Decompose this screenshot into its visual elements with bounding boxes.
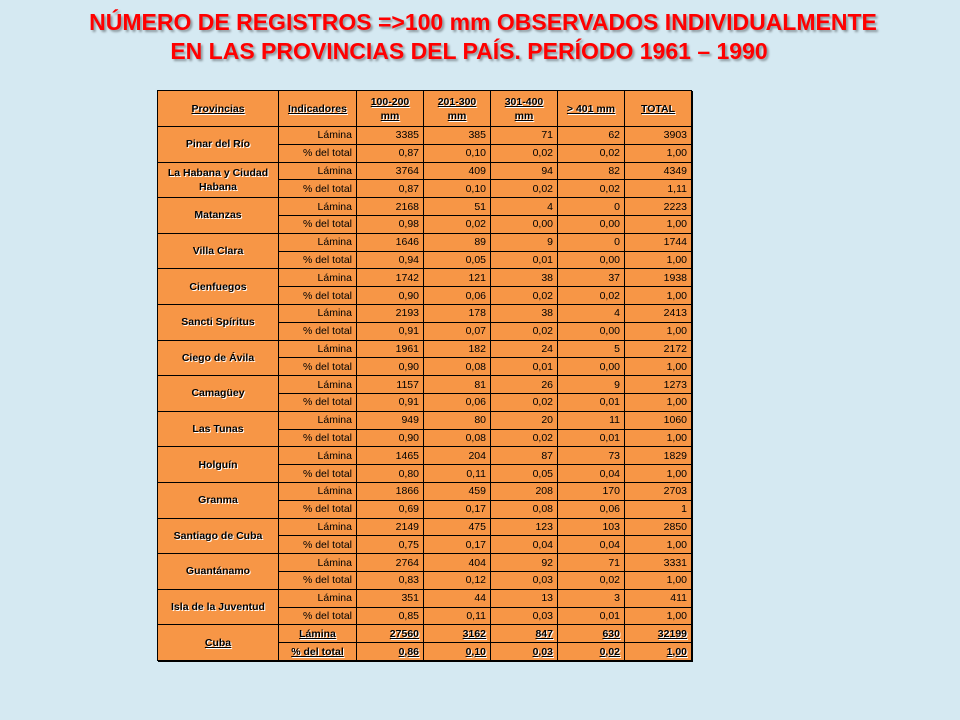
value-cell: 2850 (625, 518, 692, 536)
value-cell: 1,00 (625, 643, 692, 661)
value-cell: 80 (424, 411, 491, 429)
value-cell: 89 (424, 233, 491, 251)
value-cell: 0,10 (424, 144, 491, 162)
value-cell: 26 (491, 376, 558, 394)
value-cell: 5 (558, 340, 625, 358)
value-cell: 0,02 (491, 429, 558, 447)
value-cell: 20 (491, 411, 558, 429)
value-cell: 0,87 (357, 144, 424, 162)
value-cell: 87 (491, 447, 558, 465)
table-row (158, 127, 692, 145)
value-cell: 949 (357, 411, 424, 429)
header-401-plus: > 401 mm (558, 91, 625, 127)
value-cell: 0,91 (357, 393, 424, 411)
value-cell: 0,01 (491, 251, 558, 269)
province-name: Camagüey (158, 376, 279, 412)
value-cell: 38 (491, 304, 558, 322)
indicator-cell: Lámina (279, 411, 357, 429)
province-name: Santiago de Cuba (158, 518, 279, 554)
province-name: Pinar del Río (158, 127, 279, 163)
table-row (158, 554, 692, 572)
value-cell: 1646 (357, 233, 424, 251)
value-cell: 1,11 (625, 180, 692, 198)
indicator-cell: % del total (279, 144, 357, 162)
value-cell: 1,00 (625, 429, 692, 447)
value-cell: 1,00 (625, 536, 692, 554)
province-name: La Habana y Ciudad Habana (158, 162, 279, 198)
value-cell: 3331 (625, 554, 692, 572)
header-provincias: Provincias (158, 91, 279, 127)
value-cell: 1157 (357, 376, 424, 394)
value-cell: 1,00 (625, 322, 692, 340)
header-301-400: 301-400 mm (491, 91, 558, 127)
value-cell: 1060 (625, 411, 692, 429)
indicator-cell: Lámina (279, 625, 357, 643)
value-cell: 71 (491, 127, 558, 145)
indicator-cell: Lámina (279, 269, 357, 287)
value-cell: 2413 (625, 304, 692, 322)
indicator-cell: % del total (279, 358, 357, 376)
value-cell: 32199 (625, 625, 692, 643)
value-cell: 0,02 (558, 180, 625, 198)
indicator-cell: % del total (279, 393, 357, 411)
value-cell: 0,69 (357, 500, 424, 518)
value-cell: 0,85 (357, 607, 424, 625)
table-row (158, 233, 692, 251)
value-cell: 0,02 (558, 144, 625, 162)
table-row (158, 340, 692, 358)
value-cell: 385 (424, 127, 491, 145)
value-cell: 1829 (625, 447, 692, 465)
value-cell: 0,00 (491, 215, 558, 233)
value-cell: 1,00 (625, 215, 692, 233)
value-cell: 0,00 (558, 358, 625, 376)
value-cell: 27560 (357, 625, 424, 643)
value-cell: 4 (491, 198, 558, 216)
indicator-cell: Lámina (279, 233, 357, 251)
value-cell: 3162 (424, 625, 491, 643)
value-cell: 1 (625, 500, 692, 518)
indicator-cell: Lámina (279, 127, 357, 145)
value-cell: 0,08 (424, 358, 491, 376)
value-cell: 0,83 (357, 571, 424, 589)
value-cell: 475 (424, 518, 491, 536)
table-row (158, 162, 692, 180)
indicator-cell: % del total (279, 607, 357, 625)
value-cell: 0,01 (558, 393, 625, 411)
value-cell: 81 (424, 376, 491, 394)
value-cell: 2149 (357, 518, 424, 536)
table-row (158, 518, 692, 536)
value-cell: 0,02 (424, 215, 491, 233)
value-cell: 0,07 (424, 322, 491, 340)
value-cell: 178 (424, 304, 491, 322)
indicator-cell: Lámina (279, 589, 357, 607)
value-cell: 0,01 (491, 358, 558, 376)
value-cell: 0 (558, 233, 625, 251)
province-name: Las Tunas (158, 411, 279, 447)
indicator-cell: % del total (279, 536, 357, 554)
value-cell: 351 (357, 589, 424, 607)
value-cell: 1273 (625, 376, 692, 394)
value-cell: 0,98 (357, 215, 424, 233)
value-cell: 13 (491, 589, 558, 607)
table-row (158, 198, 692, 216)
indicator-cell: % del total (279, 287, 357, 305)
value-cell: 92 (491, 554, 558, 572)
value-cell: 11 (558, 411, 625, 429)
value-cell: 459 (424, 482, 491, 500)
value-cell: 3764 (357, 162, 424, 180)
value-cell: 1,00 (625, 287, 692, 305)
value-cell: 0,05 (424, 251, 491, 269)
value-cell: 0,06 (424, 287, 491, 305)
indicator-cell: Lámina (279, 518, 357, 536)
value-cell: 24 (491, 340, 558, 358)
value-cell: 0,01 (558, 607, 625, 625)
indicator-cell: % del total (279, 429, 357, 447)
value-cell: 0,00 (558, 251, 625, 269)
indicator-cell: % del total (279, 251, 357, 269)
value-cell: 0,17 (424, 500, 491, 518)
table-row (158, 589, 692, 607)
value-cell: 2193 (357, 304, 424, 322)
value-cell: 1742 (357, 269, 424, 287)
value-cell: 1938 (625, 269, 692, 287)
province-name: Ciego de Ávila (158, 340, 279, 376)
indicator-cell: Lámina (279, 376, 357, 394)
header-201-300: 201-300 mm (424, 91, 491, 127)
value-cell: 4 (558, 304, 625, 322)
value-cell: 0,00 (558, 215, 625, 233)
value-cell: 0,02 (491, 144, 558, 162)
value-cell: 0,10 (424, 643, 491, 661)
value-cell: 0,03 (491, 643, 558, 661)
indicator-cell: % del total (279, 322, 357, 340)
value-cell: 0,12 (424, 571, 491, 589)
table-header-row (158, 91, 692, 127)
value-cell: 9 (558, 376, 625, 394)
value-cell: 208 (491, 482, 558, 500)
value-cell: 0,04 (558, 536, 625, 554)
value-cell: 4349 (625, 162, 692, 180)
value-cell: 1,00 (625, 393, 692, 411)
title-line-1: NÚMERO DE REGISTROS =>100 mm OBSERVADOS INDIVIDUALMENTE (89, 9, 877, 35)
value-cell: 3 (558, 589, 625, 607)
value-cell: 0,80 (357, 465, 424, 483)
header-indicadores: Indicadores (279, 91, 357, 127)
value-cell: 2172 (625, 340, 692, 358)
value-cell: 51 (424, 198, 491, 216)
value-cell: 2223 (625, 198, 692, 216)
value-cell: 38 (491, 269, 558, 287)
indicator-cell: Lámina (279, 554, 357, 572)
title-line-2: EN LAS PROVINCIAS DEL PAÍS. PERÍODO 1961 – 1990 (170, 38, 768, 64)
indicator-cell: % del total (279, 571, 357, 589)
value-cell: 0,04 (491, 536, 558, 554)
value-cell: 1,00 (625, 358, 692, 376)
value-cell: 0,06 (558, 500, 625, 518)
value-cell: 0,11 (424, 607, 491, 625)
value-cell: 411 (625, 589, 692, 607)
value-cell: 404 (424, 554, 491, 572)
value-cell: 2703 (625, 482, 692, 500)
value-cell: 3903 (625, 127, 692, 145)
province-name: Sancti Spíritus (158, 304, 279, 340)
province-name: Villa Clara (158, 233, 279, 269)
value-cell: 121 (424, 269, 491, 287)
indicator-cell: % del total (279, 643, 357, 661)
value-cell: 1866 (357, 482, 424, 500)
value-cell: 0,86 (357, 643, 424, 661)
value-cell: 409 (424, 162, 491, 180)
indicator-cell: Lámina (279, 162, 357, 180)
value-cell: 44 (424, 589, 491, 607)
value-cell: 71 (558, 554, 625, 572)
value-cell: 0,02 (491, 393, 558, 411)
value-cell: 0,03 (491, 607, 558, 625)
value-cell: 0,87 (357, 180, 424, 198)
value-cell: 0,90 (357, 429, 424, 447)
value-cell: 630 (558, 625, 625, 643)
value-cell: 9 (491, 233, 558, 251)
province-name: Guantánamo (158, 554, 279, 590)
province-name: Cienfuegos (158, 269, 279, 305)
value-cell: 0,94 (357, 251, 424, 269)
value-cell: 0,02 (491, 287, 558, 305)
value-cell: 1,00 (625, 607, 692, 625)
value-cell: 847 (491, 625, 558, 643)
value-cell: 0,01 (558, 429, 625, 447)
province-name: Isla de la Juventud (158, 589, 279, 625)
indicator-cell: % del total (279, 180, 357, 198)
table-row (158, 482, 692, 500)
indicator-cell: % del total (279, 500, 357, 518)
indicator-cell: Lámina (279, 198, 357, 216)
indicator-cell: Lámina (279, 482, 357, 500)
value-cell: 0,90 (357, 287, 424, 305)
value-cell: 0,08 (491, 500, 558, 518)
indicator-cell: % del total (279, 465, 357, 483)
value-cell: 0,03 (491, 571, 558, 589)
value-cell: 0,06 (424, 393, 491, 411)
value-cell: 0,17 (424, 536, 491, 554)
value-cell: 182 (424, 340, 491, 358)
value-cell: 1,00 (625, 251, 692, 269)
header-100-200: 100-200 mm (357, 91, 424, 127)
value-cell: 1961 (357, 340, 424, 358)
table-row (158, 376, 692, 394)
value-cell: 0,91 (357, 322, 424, 340)
value-cell: 103 (558, 518, 625, 536)
value-cell: 1,00 (625, 144, 692, 162)
value-cell: 0,75 (357, 536, 424, 554)
indicator-cell: % del total (279, 215, 357, 233)
rainfall-table (157, 90, 692, 661)
value-cell: 1744 (625, 233, 692, 251)
header-total: TOTAL (625, 91, 692, 127)
indicator-cell: Lámina (279, 304, 357, 322)
province-name: Granma (158, 482, 279, 518)
table-row (158, 411, 692, 429)
province-name: Matanzas (158, 198, 279, 234)
value-cell: 94 (491, 162, 558, 180)
value-cell: 2168 (357, 198, 424, 216)
value-cell: 170 (558, 482, 625, 500)
table-row (158, 447, 692, 465)
table-row (158, 304, 692, 322)
value-cell: 0,10 (424, 180, 491, 198)
value-cell: 0 (558, 198, 625, 216)
value-cell: 204 (424, 447, 491, 465)
value-cell: 1,00 (625, 571, 692, 589)
value-cell: 0,05 (491, 465, 558, 483)
value-cell: 3385 (357, 127, 424, 145)
table-row (158, 269, 692, 287)
value-cell: 1,00 (625, 465, 692, 483)
indicator-cell: Lámina (279, 340, 357, 358)
value-cell: 0,02 (558, 287, 625, 305)
value-cell: 82 (558, 162, 625, 180)
value-cell: 0,00 (558, 322, 625, 340)
value-cell: 0,04 (558, 465, 625, 483)
value-cell: 1465 (357, 447, 424, 465)
value-cell: 73 (558, 447, 625, 465)
value-cell: 0,02 (558, 643, 625, 661)
province-name: Cuba (158, 625, 279, 661)
province-name: Holguín (158, 447, 279, 483)
value-cell: 0,02 (491, 180, 558, 198)
value-cell: 0,11 (424, 465, 491, 483)
value-cell: 37 (558, 269, 625, 287)
indicator-cell: Lámina (279, 447, 357, 465)
value-cell: 0,02 (491, 322, 558, 340)
value-cell: 62 (558, 127, 625, 145)
value-cell: 0,02 (558, 571, 625, 589)
page-title (0, 8, 960, 66)
value-cell: 123 (491, 518, 558, 536)
value-cell: 0,08 (424, 429, 491, 447)
value-cell: 0,90 (357, 358, 424, 376)
value-cell: 2764 (357, 554, 424, 572)
table-row-total-lamina (158, 625, 692, 643)
